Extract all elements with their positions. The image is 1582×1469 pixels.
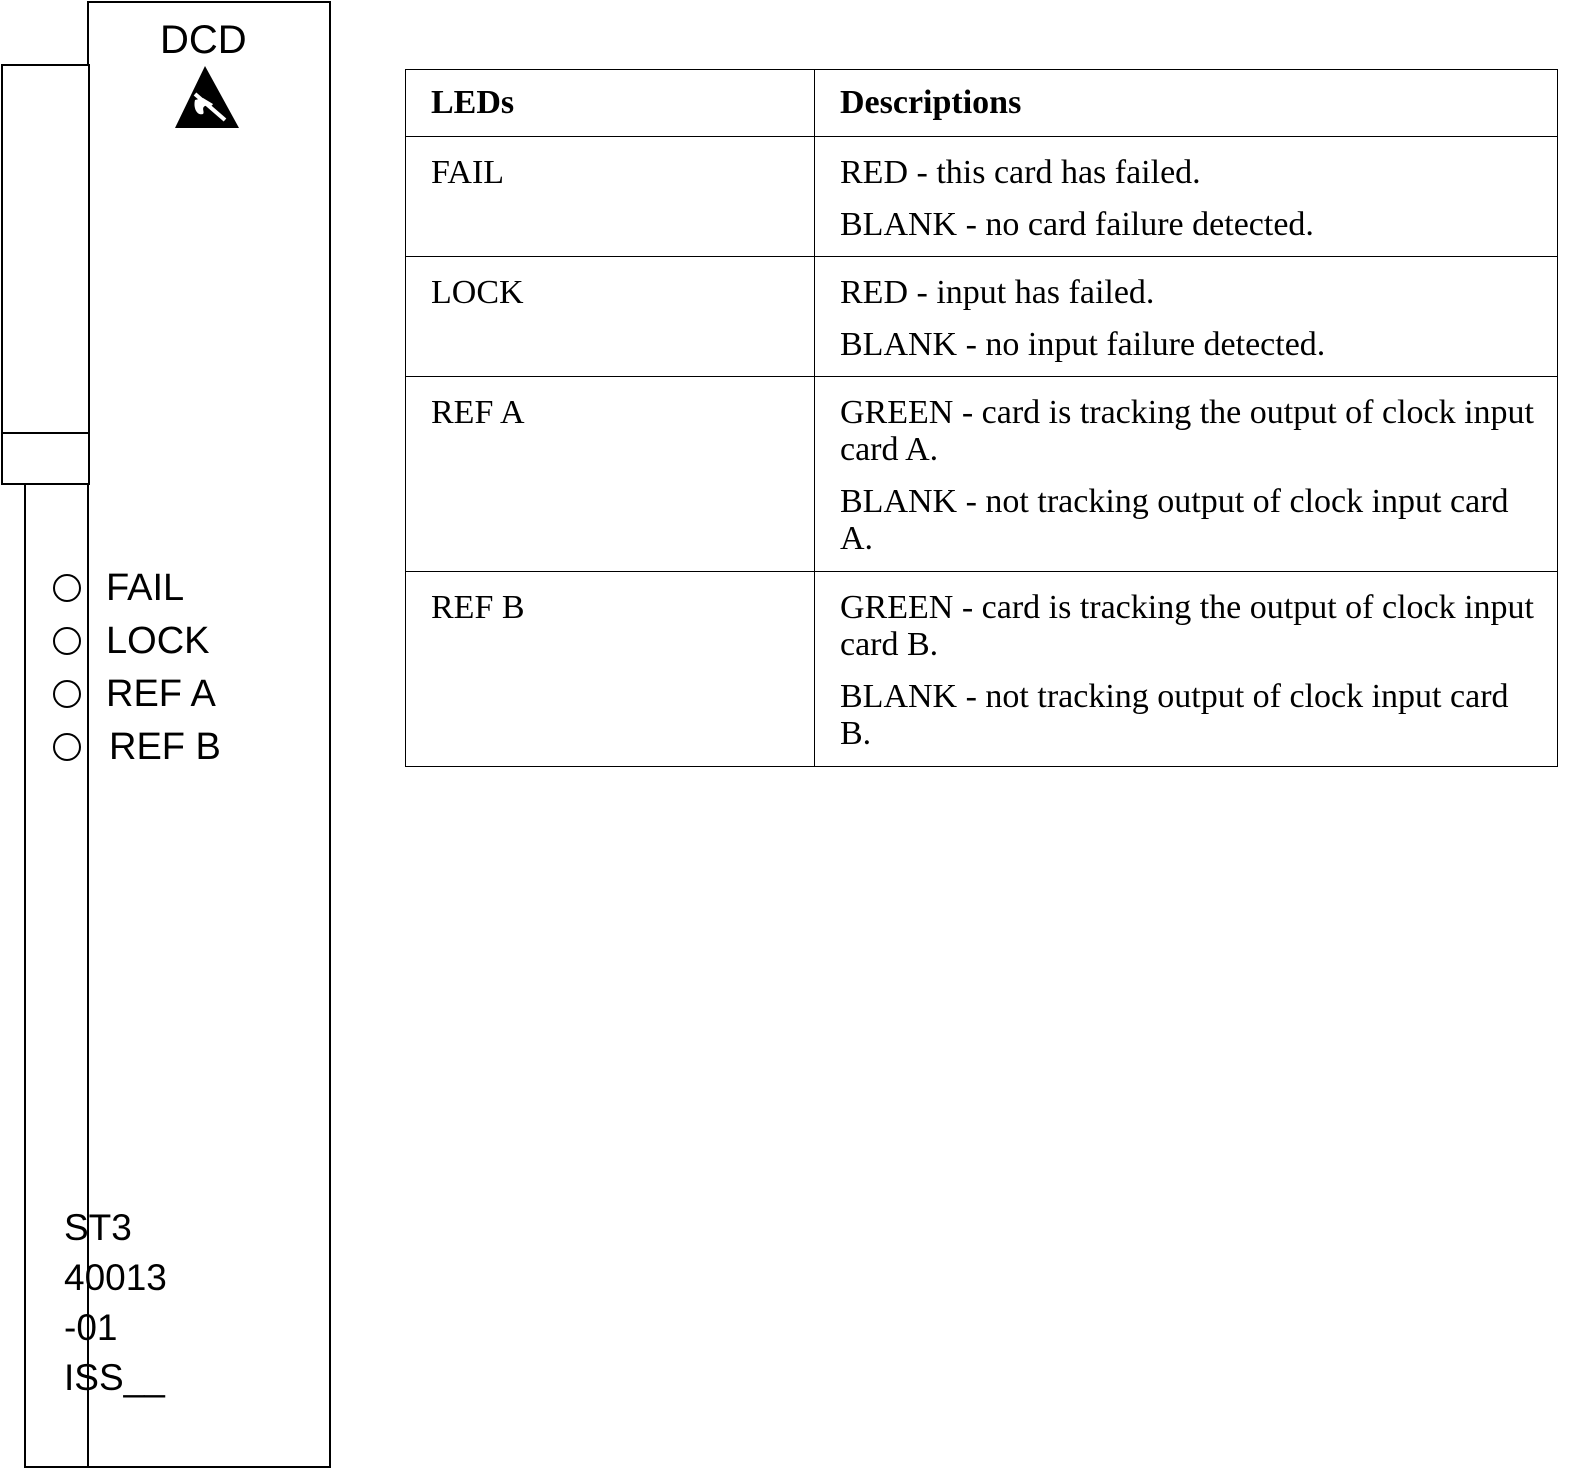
description-line: RED - this card has failed. bbox=[840, 154, 1201, 191]
led-name-cell: LOCK bbox=[406, 257, 815, 377]
led-label: REF B bbox=[109, 725, 221, 768]
handle-divider bbox=[1, 432, 90, 434]
led-name-cell: FAIL bbox=[406, 137, 815, 257]
part-number-line: ST3 bbox=[64, 1207, 132, 1248]
description-line: RED - input has failed. bbox=[840, 274, 1155, 311]
description-line: BLANK - not tracking output of clock input card B. bbox=[840, 678, 1509, 752]
led-fail bbox=[53, 568, 184, 608]
led-description-table bbox=[405, 69, 1558, 767]
card-title: DCD bbox=[160, 18, 247, 62]
description-line: GREEN - card is tracking the output of clock input card B. bbox=[840, 589, 1534, 663]
part-number-line: ISS__ bbox=[64, 1357, 165, 1398]
led-indicator-icon bbox=[53, 627, 81, 655]
table-row bbox=[406, 572, 1558, 767]
led-name-cell: REF A bbox=[406, 377, 815, 572]
led-label: LOCK bbox=[106, 619, 210, 662]
description-line: BLANK - no input failure detected. bbox=[840, 326, 1326, 363]
led-indicator-icon bbox=[53, 574, 81, 602]
description-cell bbox=[815, 572, 1558, 767]
description-line: GREEN - card is tracking the output of clock input card A. bbox=[840, 394, 1534, 468]
esd-warning-icon bbox=[173, 64, 241, 130]
led-label: FAIL bbox=[106, 566, 185, 609]
part-number-line: 40013 bbox=[64, 1257, 167, 1298]
led-name-cell: REF B bbox=[406, 572, 815, 767]
description-line: BLANK - no card failure detected. bbox=[840, 206, 1314, 243]
description-cell bbox=[815, 137, 1558, 257]
led-ref-a bbox=[53, 674, 216, 714]
description-line: BLANK - not tracking output of clock input card A. bbox=[840, 483, 1509, 557]
table-row bbox=[406, 137, 1558, 257]
header-descriptions: Descriptions bbox=[815, 70, 1558, 137]
table-header-row bbox=[406, 70, 1558, 137]
header-leds: LEDs bbox=[406, 70, 815, 137]
part-number-line: -01 bbox=[64, 1307, 118, 1348]
part-number bbox=[64, 1203, 167, 1403]
description-cell bbox=[815, 377, 1558, 572]
description-cell bbox=[815, 257, 1558, 377]
card-ejector-handle bbox=[1, 64, 90, 485]
led-indicator-icon bbox=[53, 733, 81, 761]
led-label: REF A bbox=[106, 672, 216, 715]
led-lock bbox=[53, 621, 209, 661]
table-row bbox=[406, 257, 1558, 377]
table-row bbox=[406, 377, 1558, 572]
led-ref-b bbox=[53, 727, 221, 767]
led-indicator-icon bbox=[53, 680, 81, 708]
